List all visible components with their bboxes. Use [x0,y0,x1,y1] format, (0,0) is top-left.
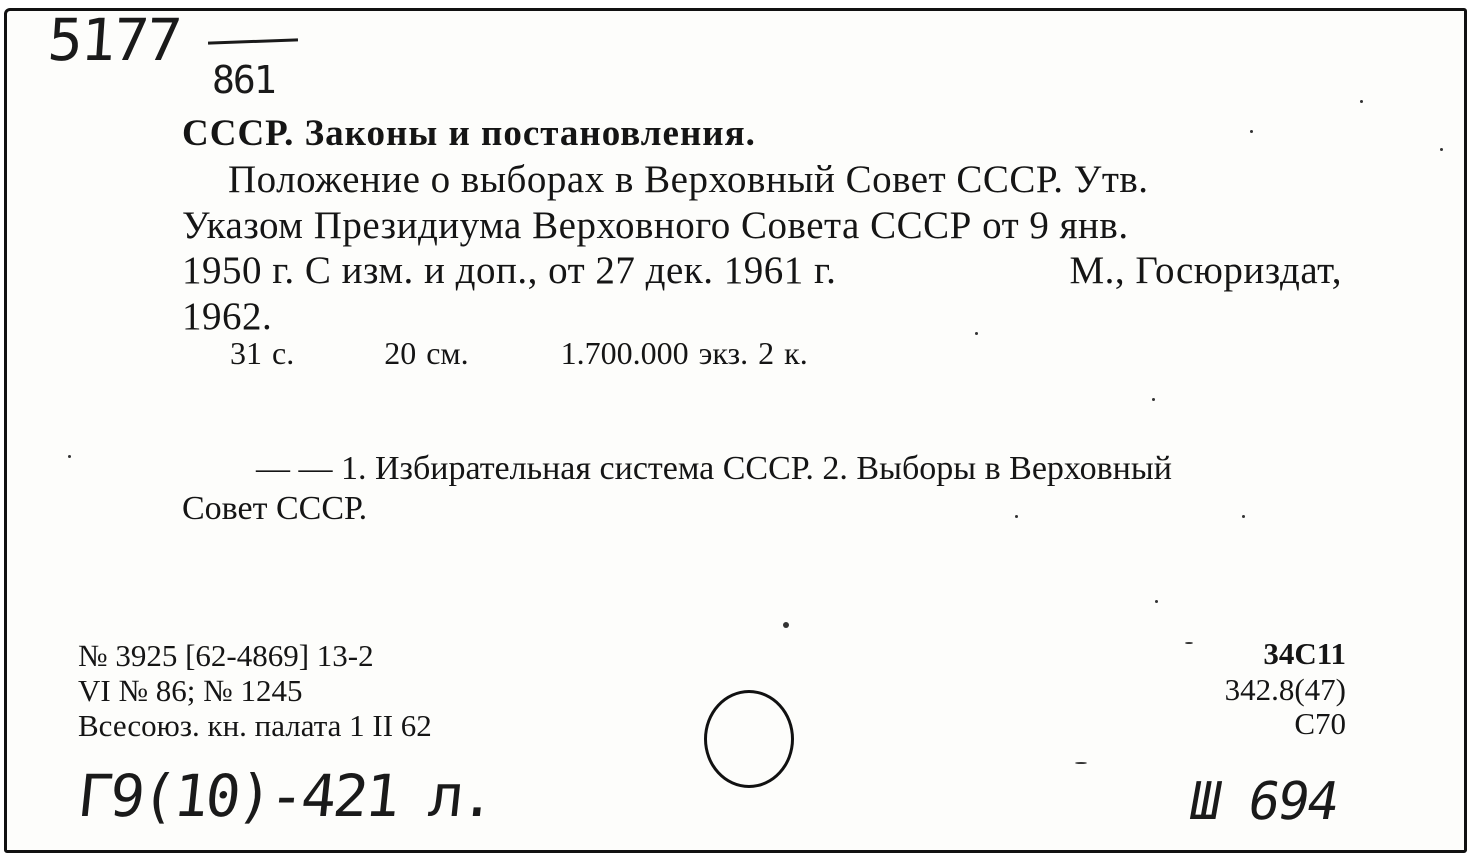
collation-size: 20 см. [384,335,469,371]
handwritten-shelf-mark: Г9(10)-421 л. [74,762,497,830]
scan-speck [783,622,789,628]
scan-speck [1155,600,1158,603]
title-line-2: Указом Президиума Верховного Совета СССР от 9 янв. [182,204,1129,247]
record-numbers: № 3925 [62-4869] 13-2 [78,638,374,673]
scan-speck [1250,130,1253,133]
collation [230,335,808,372]
scan-speck [1360,100,1363,103]
scan-speck [1015,515,1018,518]
card-punch-hole [704,690,794,788]
collation-copies-price: 1.700.000 экз. 2 к. [560,335,808,371]
classification-code-2: 342.8(47) [1224,672,1346,707]
series-info: VI № 86; № 1245 [78,673,303,708]
title-line-3-text: 1950 г. С изм. и доп., от 27 дек. 1961 г. [182,249,837,292]
scan-speck [1152,398,1155,401]
title-line-1-text: Положение о выборах в Верховный Совет СССР. Утв. [228,158,1149,201]
scan-speck [1242,515,1245,518]
classification-code-1: 34С11 [1263,636,1346,671]
handwritten-call-number: 5177 [45,6,183,74]
scan-speck [1185,642,1193,644]
title-line-1 [228,157,1343,202]
collation-pages: 31 с. [230,335,295,371]
scan-speck [68,455,71,458]
scan-speck [1075,762,1087,764]
handwritten-call-fraction: 861 [212,58,275,102]
title-line-4: 1962. [182,295,273,338]
imprint-text: М., Госюриздат, [1069,249,1342,292]
entry-heading: СССР. Законы и постановления. [182,113,756,154]
classification-code-3: С70 [1294,706,1346,741]
title-line-3 [182,248,1342,293]
subject-tracings-line-2: Совет СССР. [182,490,368,527]
subject-tracings-line-1: — — 1. Избирательная система СССР. 2. Выборы в Верховный [256,450,1172,487]
handwritten-inventory-mark: Ш 694 [1184,772,1342,832]
scan-speck [1440,148,1443,151]
source-chamber: Всесоюз. кн. палата 1 II 62 [78,708,432,743]
scan-speck [975,332,978,335]
